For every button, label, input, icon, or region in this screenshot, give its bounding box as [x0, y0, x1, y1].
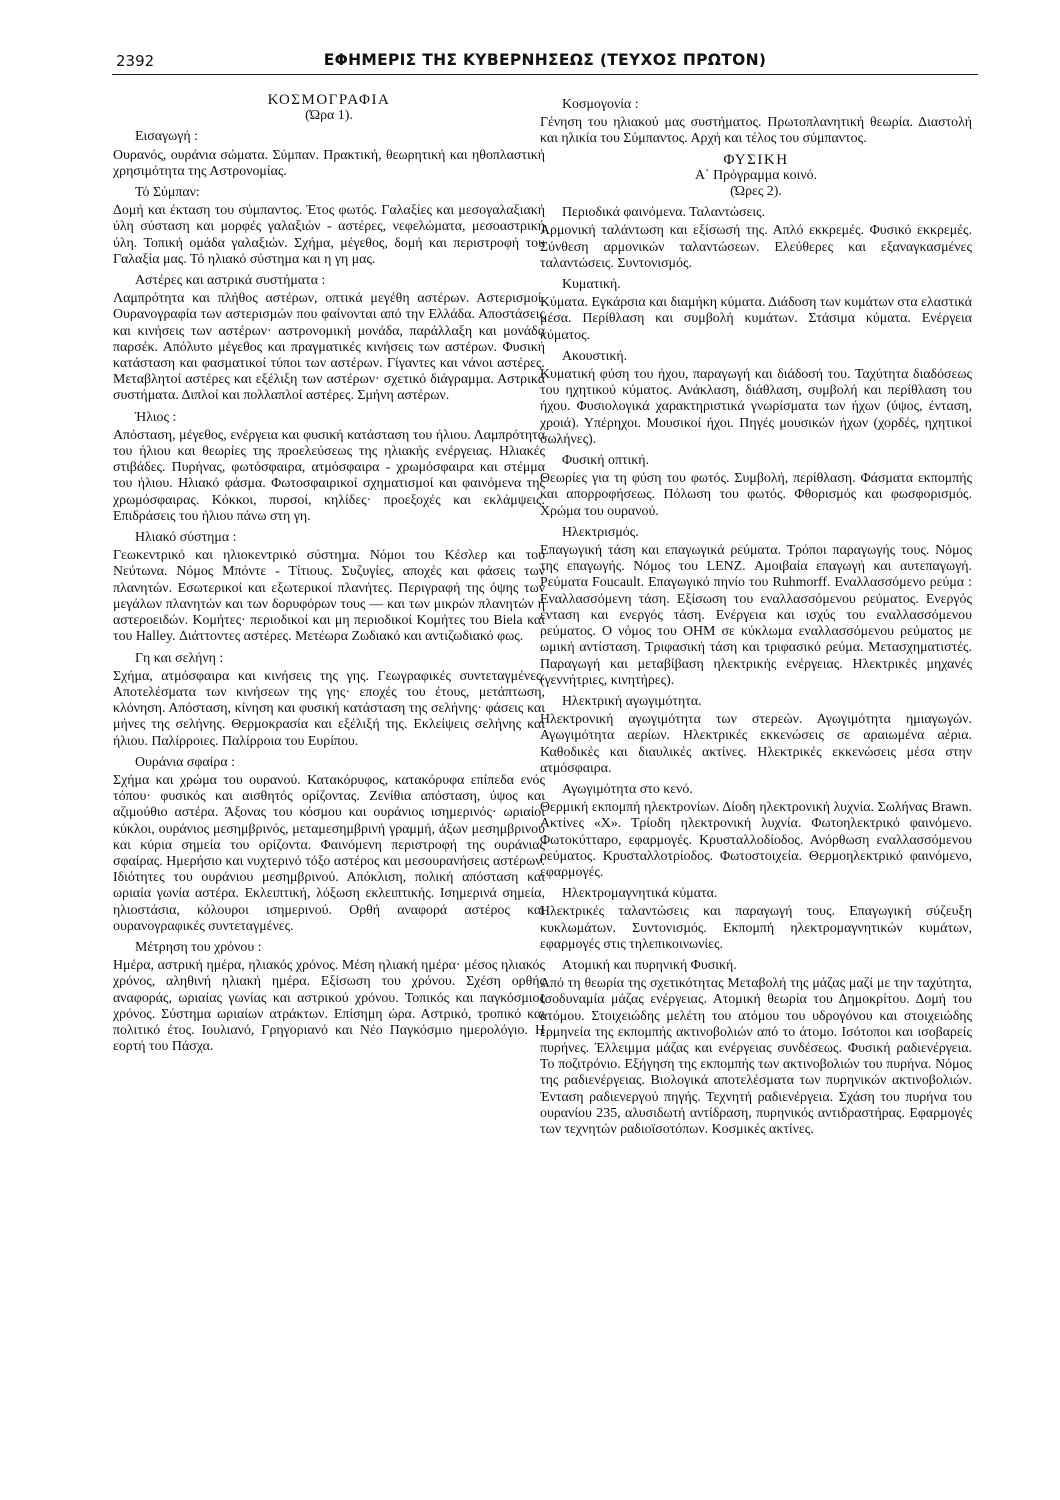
section-text: Ηλεκτρονική αγωγιμότητα των στερεών. Αγωγιμότητα ημιαγωγών. Αγωγιμότητα αερίων. Ηλεκτρικές εκκενώσεις σε αραιωμένα αέρια. Καθοδικές και διαυλικές ακτίνες. Ηλεκτρικές εκκενώσεις μέσα στην ατμόσφαιρα.	[540, 712, 972, 776]
cosmography-hours: (Ώρα 1).	[305, 108, 353, 124]
left-column	[113, 92, 545, 1482]
section-text: Γεωκεντρικό και ηλιοκεντρικό σύστημα. Νόμοι του Κέσλερ και του Νεύτωνα. Νόμος Μπόντε - Τίτιους. Συζυγίες, αποχές και φάσεις των πλανητών. Εσωτερικοί και εξωτερικοί πλανήτες. Περιγραφή της όψης των μεγάλων πλανητών και των δορυφόρων τους — και των μικρών πλανητών ή αστεροειδών. Κομήτες· περιοδικοί και μη περιοδικοί Κομήτες του Biela και του Halley. Διάττοντες αστέρες. Μετέωρα Ζωδιακό και αντιζωδιακό φως.	[113, 548, 545, 645]
physics-hours: (Ώρες 2).	[730, 184, 782, 200]
section-text: Ημέρα, αστρική ημέρα, ηλιακός χρόνος. Μέση ηλιακή ημέρα· μέσος ηλιακός χρόνος, αληθινή ηλιακή ημέρα. Εξίσωση του χρόνου. Σχέση ορθής αναφοράς, ωριαίας γωνίας και αστρικού χρόνου. Τοπικός και παγκόσμιος χρόνος. Σύστημα ωριαίων ατράκτων. Επίσημη ώρα. Αστρικό, τροπικό και πολιτικό έτος. Ιουλιανό, Γρηγοριανό και Νέο Παγκόσμιο ημερολόγιο. Η εορτή του Πάσχα.	[113, 958, 545, 1055]
section-heading: Ηλιακό σύστημα :	[135, 530, 237, 546]
section-text: Κύματα. Εγκάρσια και διαμήκη κύματα. Διάδοση των κυμάτων στα ελαστικά μέσα. Περίθλαση και συμβολή κυμάτων. Στάσιμα κύματα. Ενέργεια κύματος.	[540, 295, 972, 343]
section-heading: Ηλεκτρισμός.	[562, 524, 639, 540]
page-number: 2392	[116, 52, 155, 70]
section-heading: Ακουστική.	[562, 348, 628, 364]
section-text: Θερμική εκπομπή ηλεκτρονίων. Δίοδη ηλεκτρονική λυχνία. Σωλήνας Brawn. Ακτίνες «Χ». Τρίοδη ηλεκτρονική λυχνία. Φωτοηλεκτρικό φαινόμενο. Φωτοκύτταρο, εφαρμογές. Κρυσταλλοδίοδος. Ανόρθωση εναλλασσόμενου ρεύματος. Κρυσταλλοτρίοδος. Φωτοστοιχεία. Θερμοηλεκτρικό φαινόμενο, εφαρμογές.	[540, 800, 972, 880]
section-heading: Ουράνια σφαίρα :	[135, 754, 235, 770]
cosmography-title: ΚΟΣΜΟΓΡΑΦΙΑ	[267, 92, 391, 108]
section-text: Σχήμα, ατμόσφαιρα και κινήσεις της γης. Γεωγραφικές συντεταγμένες. Αποτελέσματα των κινήσεων της γης· εποχές του έτους, μετάπτωση, κλόνηση. Απόσταση, κίνηση και φυσική κατάσταση της σελήνης· φάσεις και μήνες της σελήνης. Θερμοκρασία και εξέλιξή της. Εκλείψεις σελήνης και ήλιου. Παλίρροιες. Παλίρροια του Ευρίπου.	[113, 668, 545, 749]
running-title: ΕΦΗΜΕΡΙΣ ΤΗΣ ΚΥΒΕΡΝΗΣΕΩΣ (ΤΕΥΧΟΣ ΠΡΩΤΟΝ)	[323, 51, 767, 69]
section-heading: Ηλεκτρική αγωγιμότητα.	[562, 693, 702, 709]
section-heading: Φυσική οπτική.	[562, 453, 650, 469]
section-text: Θεωρίες για τη φύση του φωτός. Συμβολή, περίθλαση. Φάσματα εκπομπής και απορροφήσεως. Πόλωση του φωτός. Φθορισμός και φωσφορισμός. Χρώμα του ουρανού.	[540, 471, 972, 519]
section-text: Γένηση του ηλιακού μας συστήματος. Πρωτοπλανητική θεωρία. Διαστολή και ηλικία του Σύμπαντος. Αρχή και τέλος του σύμπαντος.	[540, 115, 972, 147]
section-heading: Μέτρηση του χρόνου :	[135, 939, 262, 955]
section-heading: Ηλεκτρομαγνητικά κύματα.	[562, 886, 718, 902]
section-text: Αρμονική ταλάντωση και εξίσωσή της. Απλό εκκρεμές. Φυσικό εκκρεμές. Σύνθεση αρμονικών ταλαντώσεων. Ελεύθερες και εξαναγκασμένες ταλαντώσεις. Συντονισμός.	[540, 223, 972, 271]
page-header	[112, 50, 978, 75]
section-text: Δομή και έκταση του σύμπαντος. Έτος φωτός. Γαλαξίες και μεσογαλαξιακή ύλη σύσταση και μορφές γαλαξιών - αστέρες, νεφελώματα, μεσοαστρική ύλη. Τοπική ομάδα γαλαξιών. Σχήμα, μέγεθος, δομή και περιστροφή του Γαλαξία μας. Τό ηλιακό σύστημα και η γη μας.	[113, 203, 545, 267]
section-heading: Αγωγιμότητα στο κενό.	[562, 781, 693, 797]
physics-title: ΦΥΣΙΚΗ	[723, 151, 789, 168]
section-text: Απόσταση, μέγεθος, ενέργεια και φυσική κατάσταση του ήλιου. Λαμπρότητα του ήλιου και θεωρίες της προελεύσεως της ηλιακής ενέργειας. Ηλιακές στιβάδες. Πυρήνας, φωτόσφαιρα, ατμόσφαιρα - χρωμόσφαιρα και στέμμα του ήλιου. Ηλιακό φάσμα. Φωτοσφαιρικοί σχηματισμοί και φαινόμενα της χρωμόσφαιρας. Κόκκοι, πυρσοί, κηλίδες· προεξοχές και εκλάμψεις. Επιδράσεις του ήλιου πάνω στη γη.	[113, 427, 545, 524]
section-text: Σχήμα και χρώμα του ουρανού. Κατακόρυφος, κατακόρυφα επίπεδα ενός τόπου· φυσικός και αισθητός ορίζοντας. Ζενίθια απόσταση, ύψος και αζιμούθιο αστέρα. Άξονας του κόσμου και ουράνιος ισημερινός· ωριαίοι κύκλοι, ουράνιος μεσημβρινός, μεταμεσημβρινή γραμμή, άξων μεσημβρινού και κύρια σημεία του ορίζοντα. Φαινόμενη περιστροφή της ουράνιας σφαίρας. Ημερήσιο και νυχτερινό τόξο αστέρος και μεσουρανήσεις αστέρων. Ιδιότητες του ουράνιου μεσημβρινού. Απόκλιση, πολική απόσταση και ωριαία γωνία αστέρα. Εκλειπτική, λόξωση εκλειπτικής. Ισημερινά σημεία, ηλιοστάσια, κόλουροι ισημερινού. Ορθή αναφορά αστέρος και ουρανογραφικές συντεταγμένες.	[113, 772, 545, 934]
section-heading: Κυματική.	[562, 277, 621, 293]
section-heading: Γη και σελήνη :	[135, 650, 224, 666]
section-text: Από τη θεωρία της σχετικότητας Μεταβολή της μάζας μαζί με την ταχύτητα, Ισοδυναμία μάζας ενέργειας. Ατομική θεωρία του Δημοκρίτου. Δομή του ατόμου. Στοιχειώδης μελέτη του ατόμου του υδρογόνου και στοιχειώδης ερμηνεία της εκπομπής ακτινοβολιών από το άτομο. Ισότοποι και ισοβαρείς πυρήνες. Έλλειμμα μάζας και ενέργειας συνδέσεως. Φυσική ραδιενέργεια. Το ποζιτρόνιο. Εξήγηση της εκπομπής των ακτινοβολιών του πυρήνα. Νόμος της ραδιενέργειας. Βιολογικά αποτελέσματα των πυρηνικών ακτινοβολιών. Ένταση ραδιενεργού πηγής. Τεχνητή ραδιενέργεια. Σχάση του πυρήνα του ουρανίου 235, αλυσιδωτή αντίδραση, πυρηνικός αντιδραστήρας. Εφαρμογές των τεχνητών ραδιοϊσοτόπων. Κοσμικές ακτίνες.	[540, 976, 972, 1137]
section-text: Ουρανός, ουράνια σώματα. Σύμπαν. Πρακτική, θεωρητική και ηθοπλαστική χρησιμότητα της Αστρονομίας.	[113, 147, 545, 179]
section-text: Επαγωγική τάση και επαγωγικά ρεύματα. Τρόποι παραγωγής τους. Νόμος της επαγωγής. Νόμος του LENZ. Αμοιβαία επαγωγή και αυτεπαγωγή. Ρεύματα Foucault. Επαγωγικό πηνίο του Ruhmorff. Εναλλασσόμενο ρεύμα : Εναλλασσόμενη τάση. Εξίσωση του εναλλασσόμενου ρεύματος. Ενεργός ένταση και ενεργός τάση. Ενέργεια και ισχύς του εναλλασσόμενου ρεύματος. Ο νόμος του OHM σε κύκλωμα εναλλασσόμενου ρεύματος με ωμική αντίσταση. Τριφασική τάση και τριφασικό ρεύμα. Μετασχηματιστές. Παραγωγή και μεταβίβαση ηλεκτρικής ενέργειας. Ηλεκτρικές μηχανές (γεννήτριες, κινητήρες).	[540, 543, 972, 688]
physics-program: Α΄ Πρόγραμμα κοινό.	[694, 167, 818, 183]
section-heading: Τό Σύμπαν:	[135, 185, 200, 201]
section-text: Λαμπρότητα και πλήθος αστέρων, οπτικά μεγέθη αστέρων. Αστερισμοί. Ουρανογραφία των αστερισμών που φαίνονται από την Ελλάδα. Αποστάσεις και κινήσεις των αστέρων· αστρονομική μονάδα, παράλλαξη και μονάδα παρσέκ. Απόλυτο μέγεθος και πραγματικές κινήσεις των αστέρων. Φυσική κατάσταση και φασματικοί τύποι των αστέρων. Γίγαντες και νάνοι αστέρες. Μεταβλητοί αστέρες και εξέλιξη των αστέρων· σχετικό διάγραμμα. Αστρικά συστήματα. Διπλοί και πολλαπλοί αστέρες. Σμήνη αστέρων.	[113, 291, 545, 404]
section-heading: Κοσμογονία :	[562, 97, 639, 112]
section-heading: Αστέρες και αστρικά συστήματα :	[135, 273, 326, 289]
section-heading: Εισαγωγή :	[135, 129, 199, 145]
right-column	[540, 92, 972, 1482]
section-heading: Περιοδικά φαινόμενα. Ταλαντώσεις.	[562, 205, 766, 221]
section-heading: Ήλιος :	[135, 409, 177, 425]
section-text: Ηλεκτρικές ταλαντώσεις και παραγωγή τους. Επαγωγική σύζευξη κυκλωμάτων. Συντονισμός. Εκπομπή ηλεκτρομαγνητικών κυμάτων, εφαρμογές στις τηλεπικοινωνίες.	[540, 904, 972, 952]
section-heading: Ατομική και πυρηνική Φυσική.	[562, 957, 737, 973]
section-text: Κυματική φύση του ήχου, παραγωγή και διάδοσή του. Ταχύτητα διαδόσεως του ηχητικού κύματος. Ανάκλαση, διάθλαση, συμβολή και περίθλαση του ήχου. Φυσιολογικά χαρακτηριστικά γνωρίσματα των ήχων (ύψος, ένταση, χροιά). Υπέρηχοι. Μουσικοί ήχοι. Πηγές μουσικών ήχων (χορδές, ηχητικοί σωλήνες).	[540, 367, 972, 447]
